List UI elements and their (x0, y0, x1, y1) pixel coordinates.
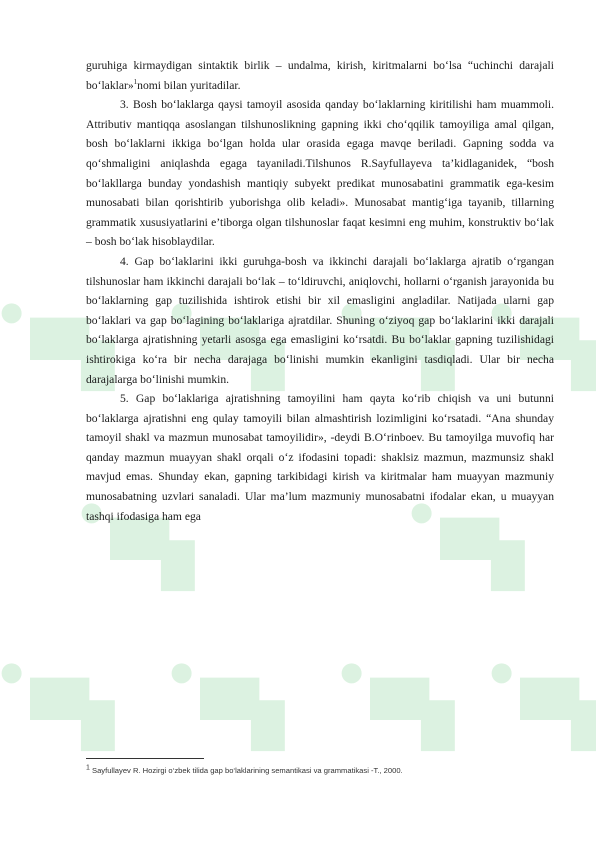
paragraph-text: 4. Gap bo‘laklarini ikki guruhga-bosh va ikkinchi darajali bo‘laklarga ajratib o‘rgangan tilshunoslar ham ikkinchi darajali bo‘lak – to‘ldiruvchi, aniqlovchi, hollarni o‘rganish jarayonida bu bo‘laklarning gap tuzilishida ishtirok etishi bir xil emasligini angladilar. Natijada ularni gap bo‘laklari va gap bo‘lagining bo‘laklariga ajratdilar. Shuning o‘ziyoq gap bo‘laklarini ikki darajali bo‘laklarga ajratishning yetarli asosga ega emasligini ko‘rsatdi. Bu bo‘laklar gapning tuzilishidagi ishtirokiga ko‘ra bir necha darajaga bo‘linishi mumkin ekanligini tasdiqladi. Ular bir necha darajalarga bo‘linishi mumkin. (86, 254, 554, 386)
paragraph-3 (86, 252, 554, 389)
paragraph-1 (86, 56, 554, 95)
paragraph-2 (86, 95, 554, 252)
page-body (86, 56, 554, 526)
paragraph-4 (86, 389, 554, 526)
footnote-marker: 1 (86, 764, 90, 772)
footnote-separator (86, 758, 204, 759)
paragraph-text: 3. Bosh bo‘laklarga qaysi tamoyil asosida qanday bo‘laklarning kiritilishi ham muammoli. Attributiv mantiqqa asoslangan tilshunoslikning gapning ikki cho‘qqilik tamoyiliga amal qilgan, bosh bo‘laklarni ikkiga bo‘lgan holda ular orasida egaga mavqe beriladi. Gapning sodda va qo‘shmaligini aniqlashda egaga tayaniladi.Tilshunos R.Sayfullayeva ta’kidlaganidek, “bosh bo‘lakllarga bunday yondashish mantiqiy subyekt predikat munosabatini grammatik ega-kesim munosabati bilan qorishtirib yuborishga olib keladi». Munosabat mantig‘iga tayanib, tillarning grammatik xususiyatlarini e’tiborga olgan tilshunoslar faqat kesimni eng muhim, konstruktiv bo‘lak – bosh bo‘lak hisoblaydilar. (86, 98, 554, 249)
paragraph-text: 5. Gap bo‘laklariga ajratishning tamoyilini ham qayta ko‘rib chiqish va uni butunni bo‘laklarga ajratishni eng qulay tamoyili bilan almashtirish lozimligini ko‘rsatadi. “Ana shunday tamoyil shakl va mazmun munosabat tamoyilidir», -deydi B.O‘rinboev. Bu tamoyilga muvofiq har qanday mazmun muayyan shakl orqali o‘z ifodasini topadi: shaklsiz mazmun, mazmunsiz shakl mavjud emas. Shunday ekan, gapning tarkibidagi kirish va kiritmalar ham muayyan mazmuniy munosabatning uzvlari sanaladi. Ular ma’lum mazmuniy munosabatni ifodalar ekan, u muayyan tashqi ifodasiga ham ega (86, 392, 554, 523)
footnote (86, 766, 556, 775)
paragraph-text: guruhiga kirmaydigan sintaktik birlik – undalma, kirish, kiritmalarni bo‘lsa “uchinchi darajali bo‘laklar» (86, 59, 554, 92)
paragraph-text: nomi bilan yuritadilar. (137, 78, 241, 92)
footnote-text: Sayfullayev R. Hozirgi o‘zbek tilida gap bo‘laklarining semantikasi va grammatikasi -T., 2000. (89, 766, 403, 775)
footnote-reference: 1 (133, 77, 138, 86)
